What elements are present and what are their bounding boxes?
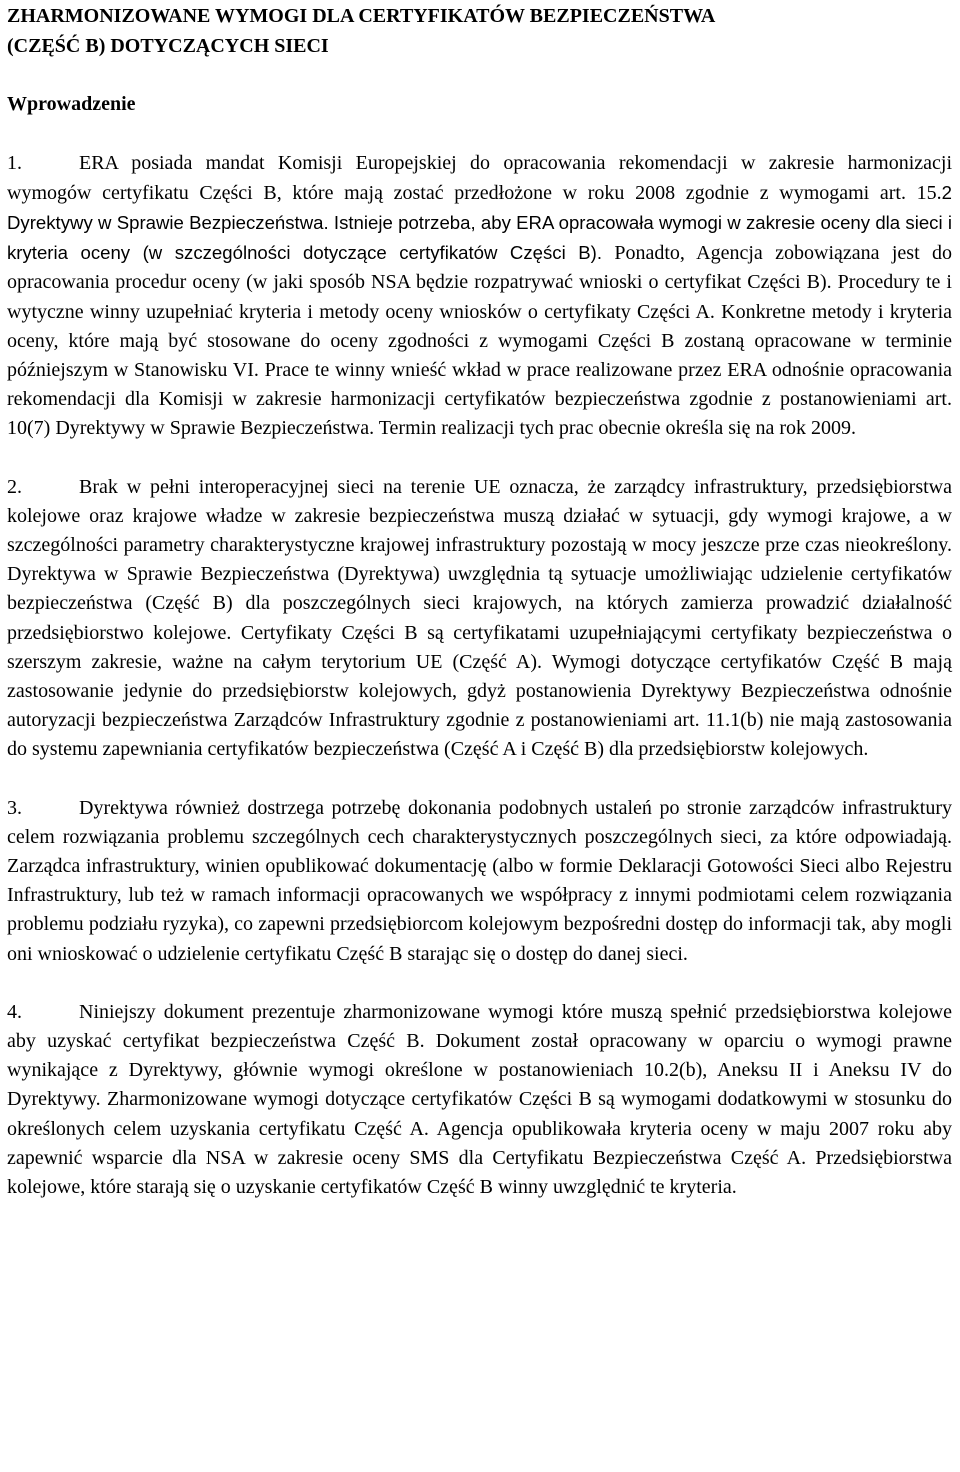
paragraph-2: [7, 473, 952, 765]
paragraph-text: ERA posiada mandat Komisji Europejskiej do opracowania rekomendacji w zakresie harmonizacji wymogów certyfikatu Części B, które mają zostać przedłożone w roku 2008 zgodnie z wymogami art. 15.: [7, 151, 952, 204]
paragraph-1: [7, 149, 952, 444]
paragraph-number: 1.: [7, 151, 22, 174]
paragraph-number: 2.: [7, 475, 22, 498]
paragraph-4: [7, 998, 952, 1202]
paragraph-text: Niniejszy dokument prezentuje zharmonizowane wymogi które muszą spełnić przedsiębiorstwa kolejowe aby uzyskać certyfikat bezpieczeństwa Część B. Dokument został opracowany w oparciu o wymogi prawne wynikające z Dyrektywy, głównie wymogi określone w postanowieniach 10.2(b), Aneksu II i Aneksu IV do Dyrektywy. Zharmonizowane wymogi dotyczące certyfikatów Części B są wymogami dodatkowymi w stosunku do określonych celem uzyskania certyfikatu Część A. Agencja opublikowała kryteria oceny w maju 2007 roku aby zapewnić wsparcie dla NSA w zakresie oceny SMS dla Certyfikatu Bezpieczeństwa Część A. Przedsiębiorstwa kolejowe, które starają się o uzyskanie certyfikatów Część B winny uwzględnić te kryteria.: [7, 1000, 952, 1198]
paragraph-text: Ponadto, Agencja zobowiązana jest do opracowania procedur oceny (w jaki sposób NSA będzie rozpatrywać wnioski o certyfikat Części B). Procedury te i wytyczne winny uzupełniać kryteria i metody oceny wniosków o certyfikaty Części A. Konkretne metody i kryteria oceny, które mają być stosowane do oceny zgodności z wymogami Części B zostaną opracowane w terminie późniejszym w Stanowisku VI. Prace te winny wnieść wkład w prace realizowane przez ERA odnośnie opracowania rekomendacji dla Komisji w zakresie harmonizacji certyfikatów bezpieczeństwa zgodnie z postanowieniami art. 10(7) Dyrektywy w Sprawie Bezpieczeństwa. Termin realizacji tych prac obecnie określa się na rok 2009.: [7, 242, 952, 440]
document-title: [7, 2, 952, 61]
document-title-line-2: (CZĘŚĆ B) DOTYCZĄCYCH SIECI: [7, 34, 329, 57]
paragraph-number: 4.: [7, 1000, 22, 1023]
paragraph-3: [7, 794, 952, 969]
paragraph-text: Brak w pełni interoperacyjnej sieci na terenie UE oznacza, że zarządcy infrastruktury, przedsiębiorstwa kolejowe oraz krajowe władze w zakresie bezpieczeństwa muszą działać w sytuacji, gdy wymogi krajowe, a w szczególności parametry charakterystyczne krajowej infrastruktury pozostają w mocy jeszcze prze czas nieokreślony. Dyrektywa w Sprawie Bezpieczeństwa (Dyrektywa) uwzględnia tą sytuacje umożliwiając udzielenie certyfikatów bezpieczeństwa (Część B) dla poszczególnych sieci krajowych, na których zamierza prowadzić działalność przedsiębiorstwo kolejowe. Certyfikaty Części B są certyfikatami uzupełniającymi certyfikaty bezpieczeństwa o szerszym zakresie, ważne na całym terytorium UE (Część A). Wymogi dotyczące certyfikatów Część B mają zastosowanie jedynie do przedsiębiorstw kolejowych, gdyż postanowienia Dyrektywy Bezpieczeństwa odnośnie autoryzacji bezpieczeństwa Zarządców Infrastruktury zgodnie z postanowieniami art. 11.1(b) nie mają zastosowania do systemu zapewniania certyfikatów bezpieczeństwa (Część A i Część B) dla przedsiębiorstw kolejowych.: [7, 475, 952, 761]
paragraph-text-sans: 2 Dyrektywy w Sprawie Bezpieczeństwa. Istnieje potrzeba, aby ERA opracowała wymogi w zakresie oceny dla sieci i kryteria oceny (w szczególności dotyczące certyfikatów Części B).: [7, 181, 952, 264]
paragraph-text: Dyrektywa również dostrzega potrzebę dokonania podobnych ustaleń po stronie zarządców infrastruktury celem rozwiązania problemu szczególnych cech charakterystycznych poszczególnych sieci, za które odpowiadają. Zarządca infrastruktury, winien opublikować dokumentację (albo w formie Deklaracji Gotowości Sieci albo Rejestru Infrastruktury, lub też w ramach informacji opracowanych we współpracy z innymi podmiotami celem rozwiązania problemu podziału ryzyka), co zapewni przedsiębiorcom kolejowym bezpośredni dostęp do informacji tak, aby mogli oni wnioskować o udzielenie certyfikatu Część B starając się o dostęp do danej sieci.: [7, 796, 952, 965]
paragraph-number: 3.: [7, 796, 22, 819]
document-title-line-1: ZHARMONIZOWANE WYMOGI DLA CERTYFIKATÓW BEZPIECZEŃSTWA: [7, 5, 716, 27]
section-heading-introduction: Wprowadzenie: [7, 93, 136, 115]
